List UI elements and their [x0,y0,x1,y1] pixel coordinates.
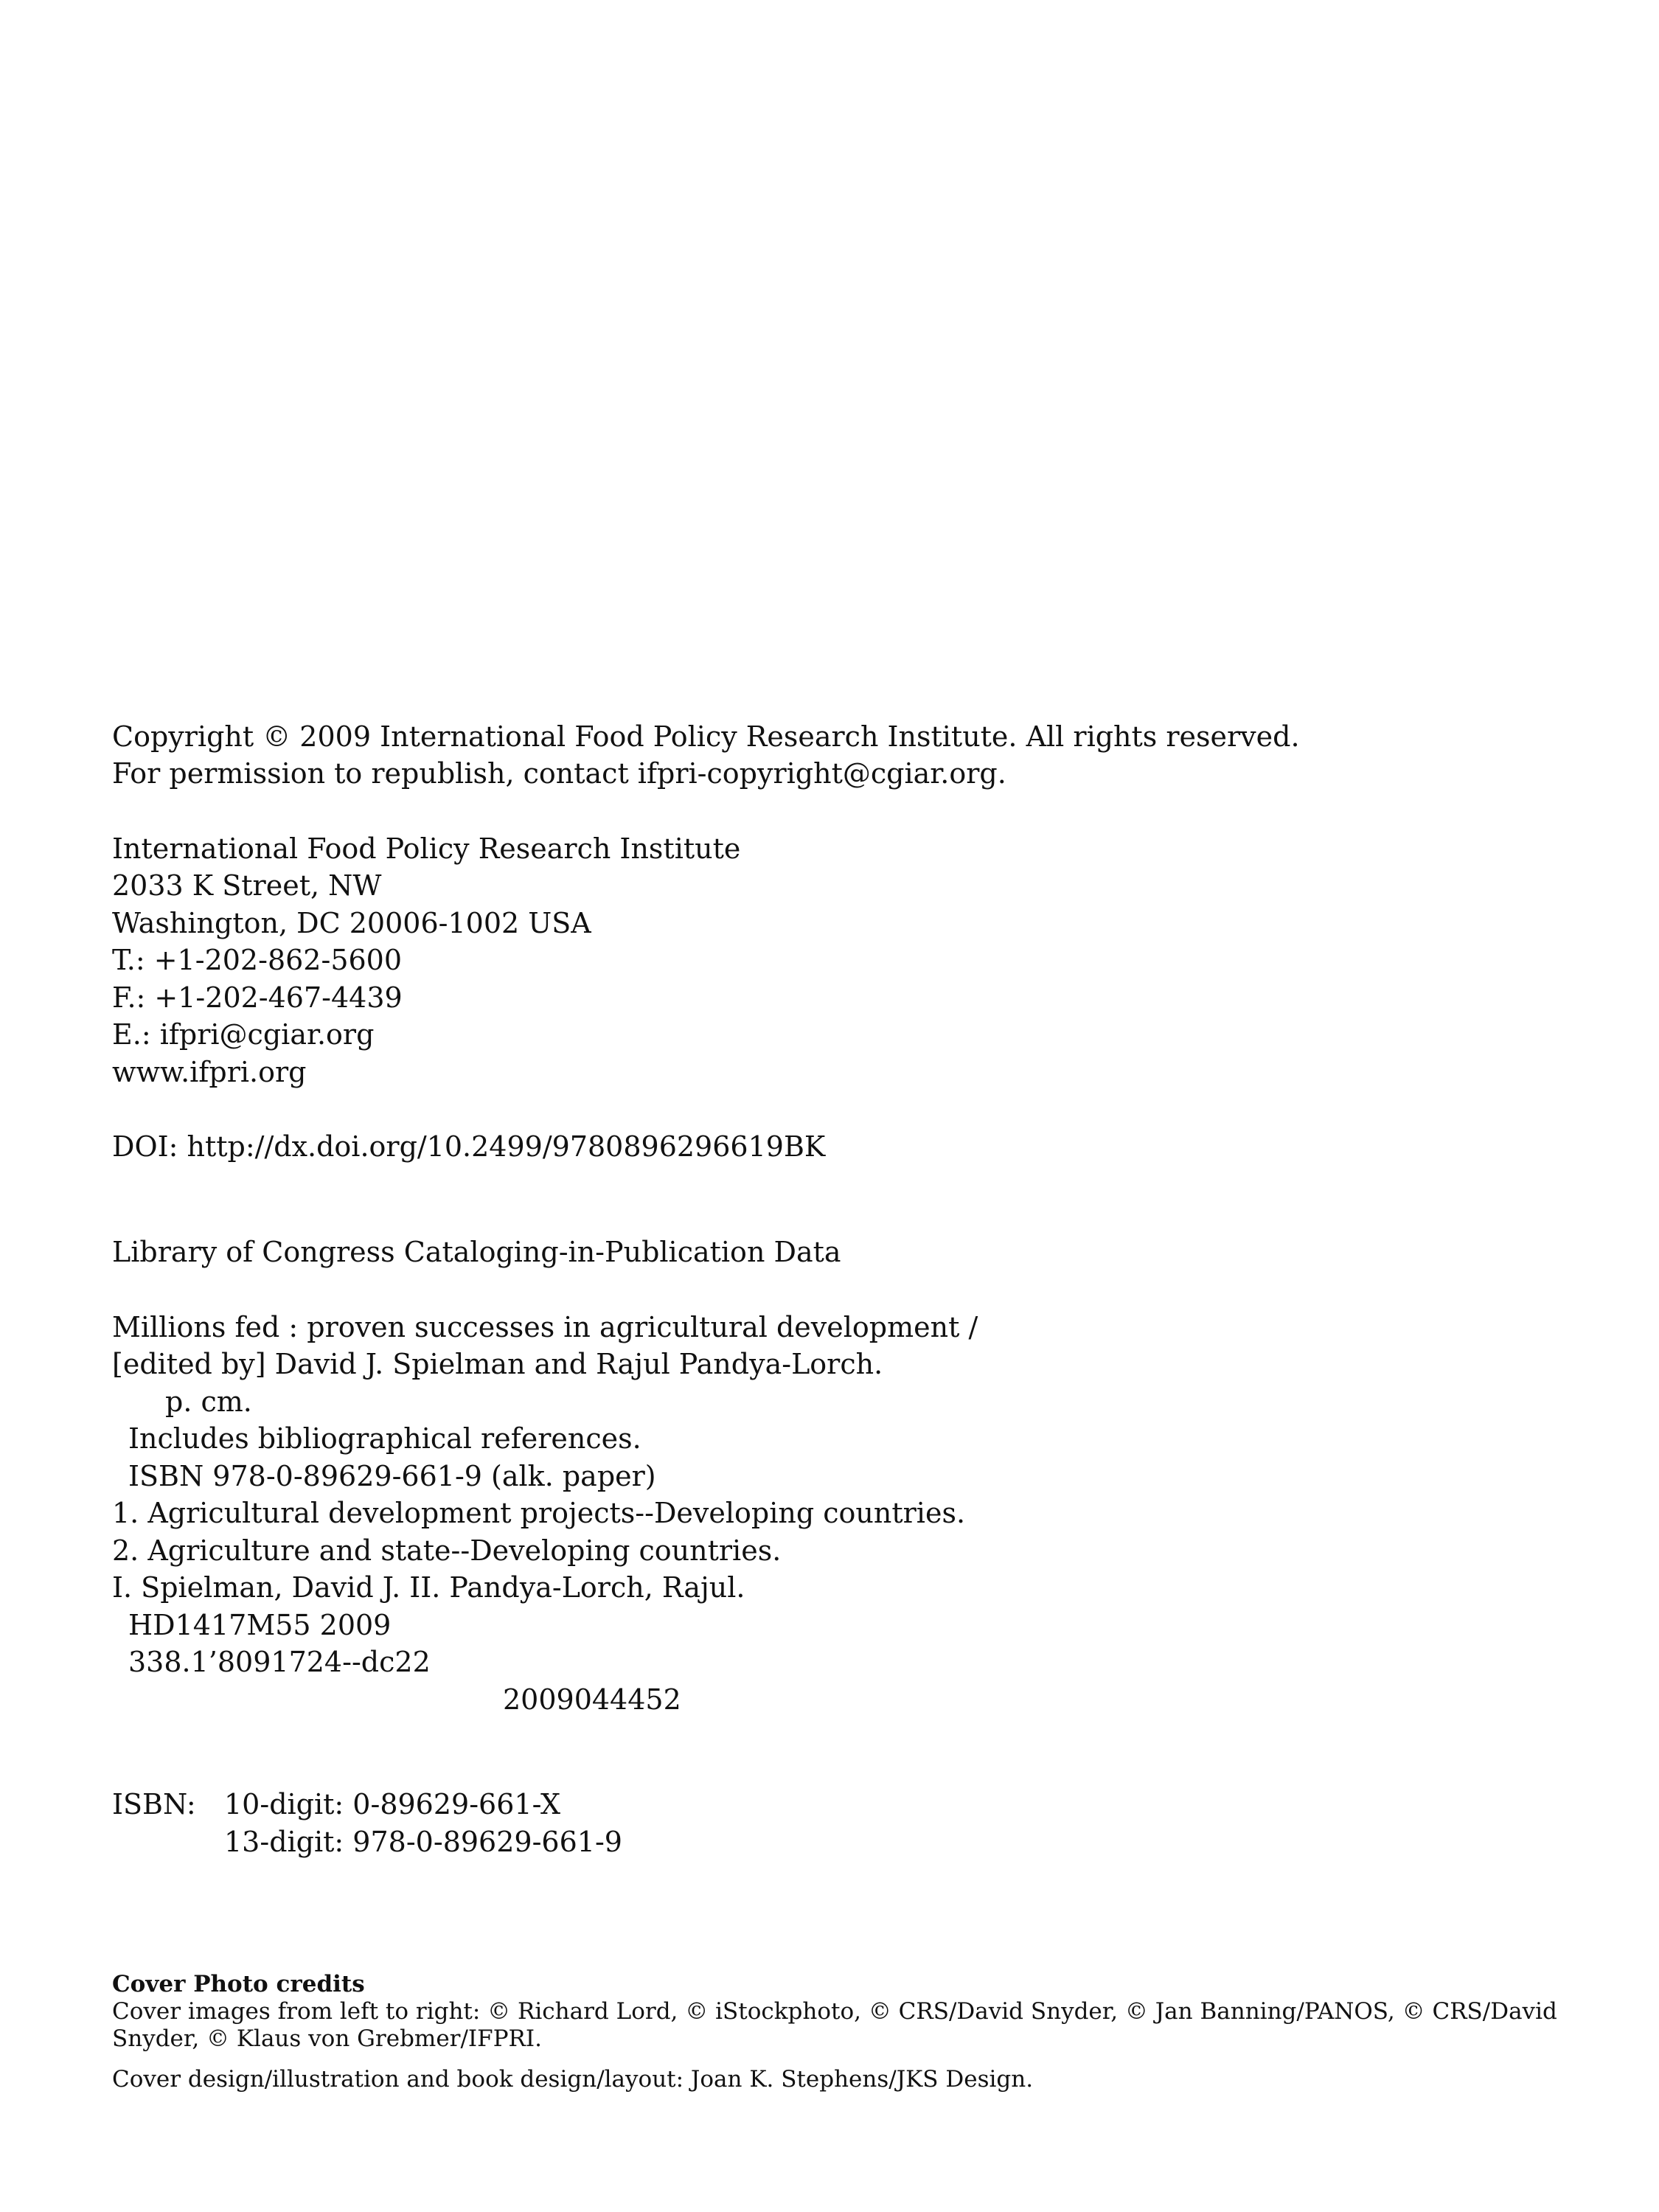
cip-lccn: 2009044452 [503,1683,681,1716]
cover-images-credits-line1: Cover images from left to right: © Richard Lord, © iStockphoto, © CRS/David Snyder, © Jan Banning/PANOS, © CRS/David [112,1998,1557,2025]
publisher-city: Washington, DC 20006-1002 USA [112,907,591,939]
cip-authors: I. Spielman, David J. II. Pandya-Lorch, Rajul. [112,1571,745,1604]
cip-subject-1: 1. Agricultural development projects--Developing countries. [112,1497,966,1529]
doi-line: DOI: http://dx.doi.org/10.2499/9780896296619BK [112,1130,826,1163]
cip-heading: Library of Congress Cataloging-in-Publication Data [112,1236,841,1268]
cip-title-line2: [edited by] David J. Spielman and Rajul Pandya-Lorch. [112,1348,883,1380]
cover-images-credits-line2: Snyder, © Klaus von Grebmer/IFPRI. [112,2025,542,2052]
copyright-line: Copyright © 2009 International Food Policy Research Institute. All rights reserved. [112,720,1300,753]
publisher-fax: F.: +1-202-467-4439 [112,981,403,1014]
publisher-telephone: T.: +1-202-862-5600 [112,944,403,976]
design-credits: Cover design/illustration and book design/layout: Joan K. Stephens/JKS Design. [112,2066,1034,2093]
cip-bibliography: Includes bibliographical references. [128,1422,641,1455]
cip-subject-2: 2. Agriculture and state--Developing countries. [112,1534,782,1567]
cip-dewey: 338.1’8091724--dc22 [128,1646,431,1678]
publisher-website: www.ifpri.org [112,1056,307,1088]
publisher-email: E.: ifpri@cgiar.org [112,1018,375,1051]
cip-title-line1: Millions fed : proven successes in agricultural development / [112,1311,978,1343]
isbn-13-digit: 13-digit: 978-0-89629-661-9 [224,1826,622,1858]
permission-line: For permission to republish, contact ifpri-copyright@cgiar.org. [112,757,1006,790]
cip-isbn: ISBN 978-0-89629-661-9 (alk. paper) [128,1460,656,1492]
cover-credits-heading: Cover Photo credits [112,1971,365,1997]
publisher-street: 2033 K Street, NW [112,869,382,902]
isbn-label: ISBN: [112,1788,196,1820]
isbn-10-digit: 10-digit: 0-89629-661-X [224,1788,561,1820]
cip-pages: p. cm. [165,1385,252,1418]
publisher-name: International Food Policy Research Institute [112,832,741,865]
cip-call-number: HD1417M55 2009 [128,1609,392,1641]
